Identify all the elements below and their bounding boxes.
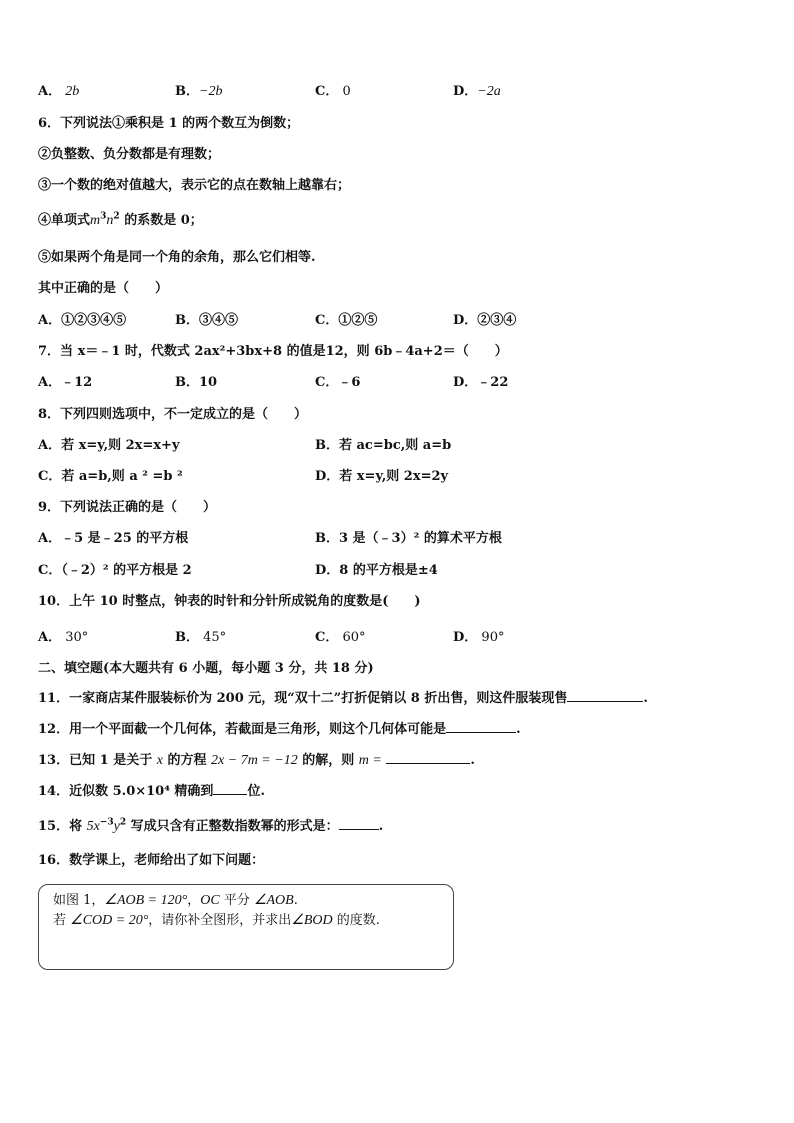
- q10-stem: 10．上午 10 时整点，钟表的时针和分针所成锐角的度数是( ): [38, 594, 421, 609]
- q8-option-c: C．若 a=b,则 a ² =b ²: [38, 469, 183, 484]
- q6-option-a: A．①②③④⑤: [38, 313, 127, 328]
- q6-statement-4: ④单项式$m^3n^2$ 的系数是 0；: [38, 211, 203, 228]
- q9-option-a: A．﹣5 是﹣25 的平方根: [38, 531, 189, 546]
- q7-option-a: A．﹣12: [38, 375, 93, 390]
- q6-statement-2: ②负整数、负分数都是有理数；: [38, 147, 221, 162]
- problem-line-1: 如图 1，∠AOB = 120°，OC 平分 ∠AOB.: [53, 893, 298, 908]
- q9-option-d: D．8 的平方根是±4: [315, 563, 438, 578]
- answer-blank[interactable]: [386, 751, 470, 764]
- q6-option-b: B．③④⑤: [175, 313, 238, 328]
- q7-option-b: B．10: [175, 375, 218, 390]
- q10-option-c: C． 60°: [315, 630, 366, 645]
- q5-option-c: C． 0: [315, 84, 351, 99]
- q8-option-b: B．若 ac=bc,则 a=b: [315, 438, 452, 453]
- q11: 11．一家商店某件服装标价为 200 元，现“双十二”打折促销以 8 折出售，则这件服装现售 .: [38, 691, 648, 706]
- answer-blank[interactable]: [213, 782, 247, 795]
- q9-option-b: B．3 是（﹣3）² 的算术平方根: [315, 531, 502, 546]
- q6-statement-3: ③一个数的绝对值越大，表示它的点在数轴上越靠右；: [38, 178, 351, 193]
- q14: 14．近似数 5.0×10⁴ 精确到 位.: [38, 784, 265, 799]
- q9-stem: 9．下列说法正确的是（ ）: [38, 500, 217, 515]
- q5-option-a: A． 2b: [38, 84, 80, 99]
- problem-box: [38, 884, 454, 970]
- answer-blank[interactable]: [567, 689, 643, 702]
- q6-ask: 其中正确的是（ ）: [38, 281, 169, 296]
- q7-option-c: C．﹣6: [315, 375, 361, 390]
- q12: 12．用一个平面截一个几何体，若截面是三角形，则这个几何体可能是 .: [38, 722, 521, 737]
- answer-blank[interactable]: [446, 720, 516, 733]
- q5-option-b: B．−2b: [175, 84, 223, 99]
- q5-option-d: D．−2a: [453, 84, 501, 99]
- q16-stem: 16．数学课上，老师给出了如下问题：: [38, 853, 265, 868]
- problem-line-2: 若 ∠COD = 20°，请你补全图形，并求出∠BOD 的度数.: [53, 913, 380, 928]
- q6-statement-5: ⑤如果两个角是同一个角的余角，那么它们相等.: [38, 250, 316, 265]
- q6-option-d: D．②③④: [453, 313, 517, 328]
- q6-option-c: C．①②⑤: [315, 313, 378, 328]
- q10-option-b: B． 45°: [175, 630, 227, 645]
- q9-option-c: C．（﹣2）² 的平方根是 2: [38, 563, 192, 578]
- q15: 15．将 $5x^{-3}y^2$ 写成只含有正整数指数幂的形式是： .: [38, 817, 384, 834]
- q6-stem: 6．下列说法①乘积是 1 的两个数互为倒数；: [38, 116, 300, 131]
- answer-blank[interactable]: [339, 817, 379, 830]
- q8-stem: 8．下列四则选项中，不一定成立的是（ ）: [38, 407, 308, 422]
- q8-option-a: A．若 x=y,则 2x=x+y: [38, 438, 180, 453]
- q7-stem: 7．当 x＝﹣1 时，代数式 2ax²+3bx+8 的值是12，则 6b﹣4a+2＝（ ）: [38, 344, 508, 359]
- q10-option-d: D． 90°: [453, 630, 505, 645]
- q7-option-d: D．﹣22: [453, 375, 509, 390]
- section-heading: 二、填空题(本大题共有 6 小题，每小题 3 分，共 18 分): [38, 661, 374, 676]
- q10-option-a: A． 30°: [38, 630, 89, 645]
- q13: 13．已知 1 是关于 x 的方程 2x − 7m = −12 的解，则 m = .: [38, 753, 475, 768]
- q8-option-d: D．若 x=y,则 2x=2y: [315, 469, 449, 484]
